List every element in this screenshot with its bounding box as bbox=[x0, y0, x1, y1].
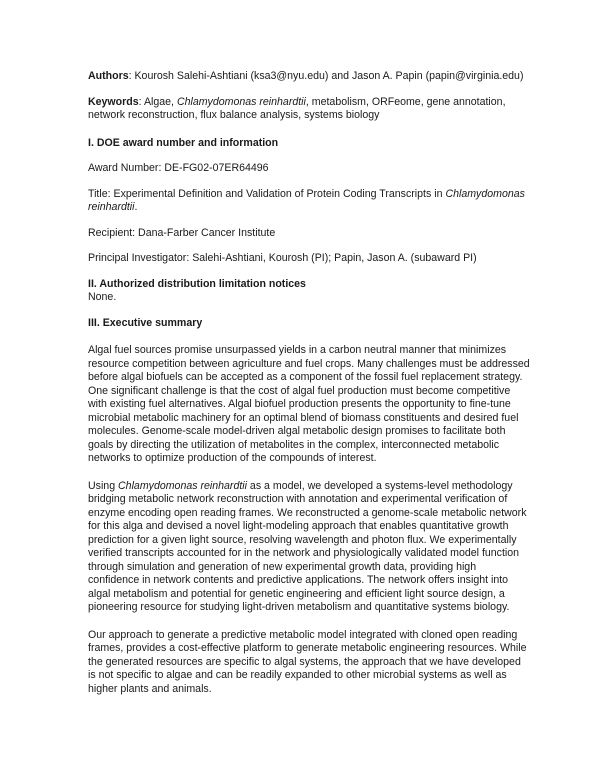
keywords-post: , metabolism, ORFeome, gene annotation, network reconstruction, flux balance analysis, systems biology bbox=[88, 95, 506, 121]
keywords-line bbox=[88, 96, 530, 123]
recipient: Recipient: Dana-Farber Cancer Institute bbox=[88, 226, 276, 239]
summary-p2-species: Chlamydomonas reinhardtii bbox=[118, 479, 247, 492]
authors-line bbox=[88, 70, 530, 84]
keywords-species: Chlamydomonas reinhardtii bbox=[176, 95, 306, 108]
award-title-pre: Title: Experimental Definition and Validation of Protein Coding Transcripts in bbox=[88, 187, 446, 200]
section1-heading: I. DOE award number and information bbox=[88, 136, 279, 149]
summary-p2-pre: Using bbox=[88, 479, 119, 492]
award-title-species: Chlamydomonas reinhardtii bbox=[88, 187, 525, 213]
section2 bbox=[88, 278, 530, 305]
principal-investigator: Principal Investigator: Salehi-Ashtiani, Kourosh (PI); Papin, Jason A. (subaward PI) bbox=[88, 252, 477, 264]
section2-heading: II. Authorized distribution limitation notices bbox=[88, 277, 306, 290]
authors-text: : Kourosh Salehi-Ashtiani (ksa3@nyu.edu) and Jason A. Papin (papin@virginia.edu) bbox=[128, 70, 524, 82]
keywords-pre: : Algae, bbox=[138, 95, 177, 108]
award-number: Award Number: DE-FG02-07ER64496 bbox=[88, 162, 269, 174]
summary-paragraph-2 bbox=[88, 480, 530, 615]
section2-body: None. bbox=[88, 291, 117, 303]
award-title-post: . bbox=[134, 201, 138, 213]
summary-paragraph-3: Our approach to generate a predictive metabolic model integrated with cloned open reading frames, provides a cost-effective platform to generate metabolic engineering resources. While the generated resources are specific to algal systems, the approach that we have developed is not specific to algae and can be readily expanded to other microbial systems as well as higher plants and animals. bbox=[88, 628, 527, 695]
section3-heading: III. Executive summary bbox=[88, 316, 203, 329]
summary-paragraph-1: Algal fuel sources promise unsurpassed yields in a carbon neutral manner that minimizes resource competition between agriculture and fuel crops. Many challenges must be addressed before algal biofuels can be accepted as a component of the fossil fuel replacement strategy. One significant challenge is that the cost of algal fuel production must become competitive with existing fuel alternatives. Algal biofuel production presents the opportunity to fine-tune microbial metabolic machinery for an optimal blend of biomass constituents and desired fuel molecules. Genome-scale model-driven algal metabolic design promises to facilitate both goals by directing the utilization of metabolites in the complex, interconnected metabolic networks to optimize production of the compounds of interest. bbox=[88, 344, 530, 464]
authors-label: Authors bbox=[88, 70, 129, 82]
keywords-label: Keywords bbox=[88, 95, 139, 108]
summary-p2-post: as a model, we developed a systems-level methodology bridging metabolic network reconstruction with annotation and experimental verification of enzyme encoding open reading frames. We reconstructed a genome-scale metabolic network for this alga and devised a novel light-modeling approach that enables quantitative growth prediction for a given light source, resolving wavelength and photon flux. We experimentally verified transcripts accounted for in the network and physiologically validated model function through simulation and generation of new experimental growth data, providing high confidence in network contents and predictive applications. The network offers insight into algal metabolism and potential for genetic engineering and efficient light source design, a pioneering resource for studying light-driven metabolism and quantitative systems biology. bbox=[88, 479, 527, 613]
award-title bbox=[88, 188, 530, 215]
